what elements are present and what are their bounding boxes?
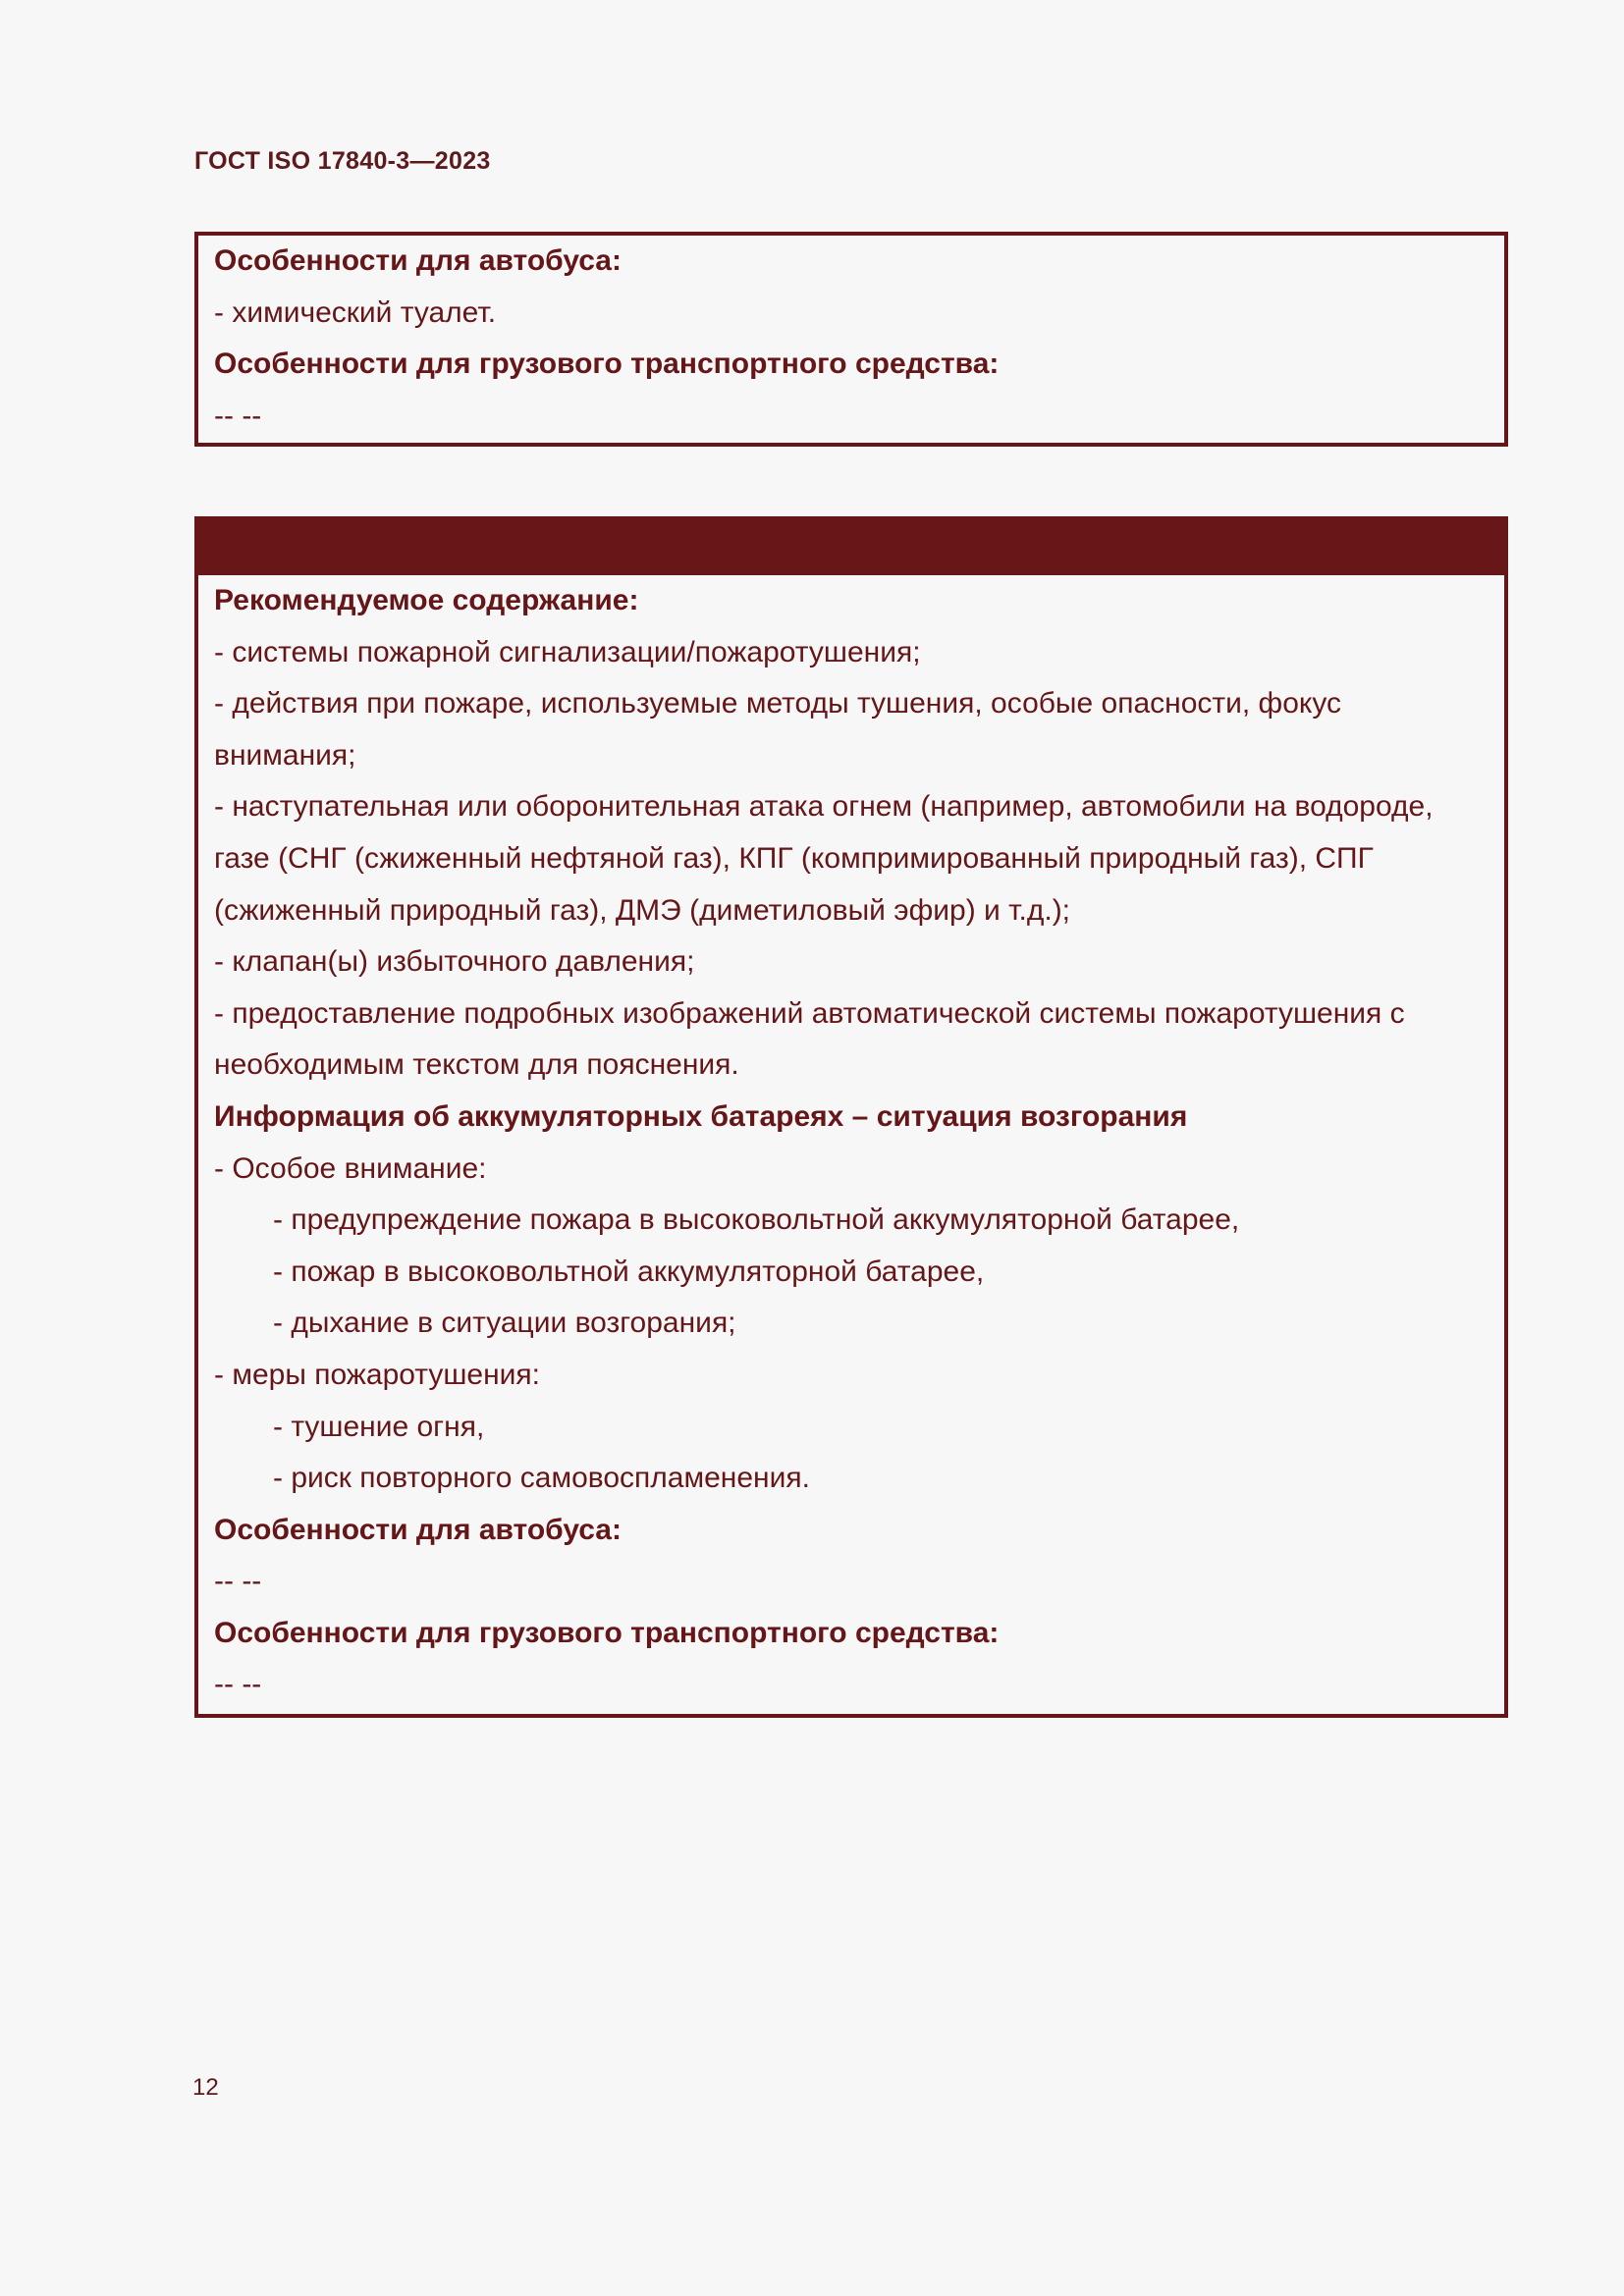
- text-line: -- --: [214, 1565, 262, 1598]
- info-box-1-content: [198, 236, 1504, 442]
- section-heading: Особенности для грузового транспортного средства:: [214, 347, 1000, 381]
- text-line: - действия при пожаре, используемые методы тушения, особые опасности, фокус: [214, 687, 1342, 721]
- document-header: ГОСТ ISO 17840-3—2023: [194, 147, 491, 175]
- info-box-2: [194, 516, 1508, 1718]
- text-line: необходимым текстом для пояснения.: [214, 1048, 739, 1082]
- info-box-2-content: [198, 575, 1504, 1711]
- text-line: - химический туалет.: [214, 295, 497, 329]
- text-line: - тушение огня,: [273, 1410, 485, 1443]
- text-line: - Особое внимание:: [214, 1151, 487, 1185]
- text-line: - клапан(ы) избыточного давления;: [214, 945, 695, 979]
- text-line: - дыхание в ситуации возгорания;: [273, 1307, 736, 1340]
- section-heading: Рекомендуемое содержание:: [214, 584, 639, 616]
- info-box-1: [194, 232, 1508, 447]
- text-line: - меры пожаротушения:: [214, 1358, 541, 1391]
- text-line: -- --: [214, 399, 262, 432]
- text-line: (сжиженный природный газ), ДМЭ (диметиловый эфир) и т.д.);: [214, 893, 1071, 927]
- text-line: - предупреждение пожара в высоковольтной аккумуляторной батарее,: [273, 1203, 1240, 1237]
- text-line: -- --: [214, 1668, 262, 1701]
- text-line: - предоставление подробных изображений автоматической системы пожаротушения с: [214, 996, 1405, 1030]
- section-heading: Информация об аккумуляторных батареях – ситуация возгорания: [214, 1099, 1188, 1133]
- text-line: - риск повторного самовоспламенения.: [273, 1462, 810, 1495]
- text-line: внимания;: [214, 738, 356, 772]
- text-line: газе (СНГ (сжиженный нефтяной газ), КПГ (компримированный природный газ), СПГ: [214, 841, 1374, 875]
- page-number: 12: [192, 2074, 219, 2101]
- info-box-2-header-bar: [194, 516, 1508, 575]
- section-heading: Особенности для автобуса:: [214, 1513, 622, 1546]
- section-heading: Особенности для грузового транспортного средства:: [214, 1616, 1000, 1649]
- text-line: - пожар в высоковольтной аккумуляторной батарее,: [273, 1255, 985, 1288]
- section-heading: Особенности для автобуса:: [214, 244, 622, 277]
- text-line: - наступательная или оборонительная атака огнем (например, автомобили на водороде,: [214, 790, 1434, 824]
- text-line: - системы пожарной сигнализации/пожаротушения;: [214, 635, 921, 668]
